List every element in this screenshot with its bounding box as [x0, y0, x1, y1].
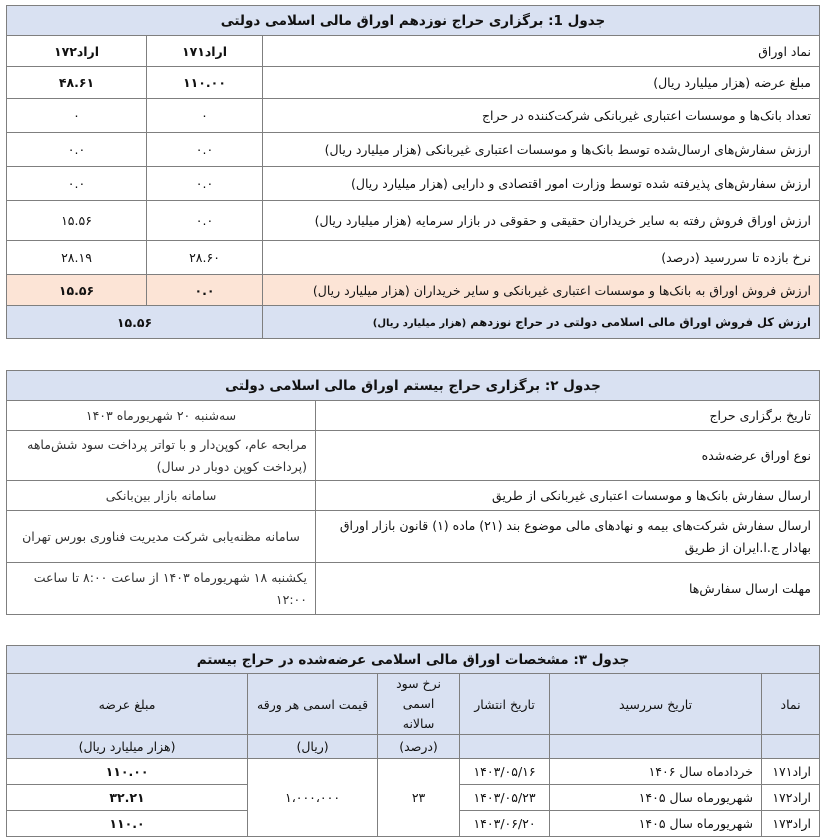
table-1-label: مبلغ عرضه (هزار میلیارد ریال) [263, 67, 820, 99]
row-issue-date: ۱۴۰۳/۰۵/۱۶ [460, 759, 550, 785]
table-1-total-value: ۱۵.۵۶ [7, 306, 263, 339]
table-2-value: سه‌شنبه ۲۰ شهریورماه ۱۴۰۳ [7, 401, 316, 431]
table-2-value: یکشنبه ۱۸ شهریورماه ۱۴۰۳ از ساعت ۸:۰۰ تا ساعت ۱۲:۰۰ [7, 563, 316, 615]
row-issue-date: ۱۴۰۳/۰۵/۲۳ [460, 785, 550, 811]
table-1-value: ۰ [7, 99, 147, 133]
table-2-label: ارسال سفارش شرکت‌های بیمه و نهادهای مالی موضوع بند (۲۱) ماده (۱) قانون بازار اوراق بهادار ج.ا.ایران از طریق [316, 511, 820, 563]
table-1-value: ۰ [147, 99, 263, 133]
row-maturity: شهریورماه سال ۱۴۰۵ [550, 811, 762, 837]
row-amount: ۱۱۰.۰۰ [7, 759, 248, 785]
header-maturity: تاریخ سررسید [550, 674, 762, 735]
header-price-unit: (ریال) [248, 735, 378, 759]
total-label-unit: (هزار میلیارد ریال) [372, 318, 467, 329]
table-1-value: ۲۸.۶۰ [147, 241, 263, 275]
table-1-label: نرخ بازده تا سررسید (درصد) [263, 241, 820, 275]
row-symbol: اراد۱۷۱ [762, 759, 820, 785]
table-1-total-label [263, 306, 820, 339]
table-1-value: ۱۱۰.۰۰ [147, 67, 263, 99]
table-1-value-highlight: ۱۵.۵۶ [7, 275, 147, 306]
table-1-label: ارزش سفارش‌های ارسال‌شده توسط بانک‌ها و موسسات اعتباری غیربانکی (هزار میلیارد ریال) [263, 133, 820, 167]
table-1-label: تعداد بانک‌ها و موسسات اعتباری غیربانکی شرکت‌کننده در حراج [263, 99, 820, 133]
table-2-label: ارسال سفارش بانک‌ها و موسسات اعتباری غیربانکی از طریق [316, 481, 820, 511]
row-amount: ۱۱۰.۰ [7, 811, 248, 837]
table-2-label: نوع اوراق عرضه‌شده [316, 431, 820, 481]
header-price: قیمت اسمی هر ورقه [248, 674, 378, 735]
row-issue-date: ۱۴۰۳/۰۶/۲۰ [460, 811, 550, 837]
table-2 [6, 370, 820, 615]
row-rate: ۲۳ [378, 759, 460, 837]
table-row [7, 759, 820, 785]
table-1-title: جدول 1: برگزاری حراج نوزدهم اوراق مالی اسلامی دولتی [7, 6, 820, 36]
table-1-value: ۰.۰ [147, 167, 263, 201]
table-2-label: تاریخ برگزاری حراج [316, 401, 820, 431]
header-symbol: نماد [762, 674, 820, 735]
table-1-value-highlight: ۰.۰ [147, 275, 263, 306]
table-1-value: ۰.۰ [7, 167, 147, 201]
table-1-value: ۰.۰ [147, 201, 263, 241]
header-issue-date: تاریخ انتشار [460, 674, 550, 735]
table-2-value: مرابحه عام، کوپن‌دار و با تواتر پرداخت سود شش‌ماهه (پرداخت کوپن دوبار در سال) [7, 431, 316, 481]
table-1-label: نماد اوراق [263, 36, 820, 67]
header-amount-unit: (هزار میلیارد ریال) [7, 735, 248, 759]
table-2-value: سامانه بازار بین‌بانکی [7, 481, 316, 511]
row-symbol: اراد۱۷۳ [762, 811, 820, 837]
total-label-text: ارزش کل فروش اوراق مالی اسلامی دولتی در حراج نوزدهم [470, 315, 811, 329]
table-1-value: ۰.۰ [7, 133, 147, 167]
table-1-label: ارزش اوراق فروش رفته به سایر خریداران حقیقی و حقوقی در بازار سرمایه (هزار میلیارد ریال) [263, 201, 820, 241]
table-3-title: جدول ۳: مشخصات اوراق مالی اسلامی عرضه‌شده در حراج بیستم [7, 646, 820, 674]
table-2-value: سامانه مظنه‌یابی شرکت مدیریت فناوری بورس تهران [7, 511, 316, 563]
row-maturity: خردادماه سال ۱۴۰۶ [550, 759, 762, 785]
row-amount: ۳۲.۲۱ [7, 785, 248, 811]
table-1-label-highlight: ارزش فروش اوراق به بانک‌ها و موسسات اعتباری غیربانکی و سایر خریداران (هزار میلیارد ریال) [263, 275, 820, 306]
table-3 [6, 645, 820, 837]
row-price: ۱،۰۰۰،۰۰۰ [248, 759, 378, 837]
table-1-label: ارزش سفارش‌های پذیرفته شده توسط وزارت امور اقتصادی و دارایی (هزار میلیارد ریال) [263, 167, 820, 201]
table-1-value: ۰.۰ [147, 133, 263, 167]
row-symbol: اراد۱۷۲ [762, 785, 820, 811]
table-1-value: ۱۵.۵۶ [7, 201, 147, 241]
header-rate: نرخ سود اسمی سالانه [378, 674, 460, 735]
table-1-col-b-header: اراد۱۷۲ [7, 36, 147, 67]
table-1-col-a-header: اراد۱۷۱ [147, 36, 263, 67]
header-rate-unit: (درصد) [378, 735, 460, 759]
header-amount: مبلغ عرضه [7, 674, 248, 735]
table-1-value: ۲۸.۱۹ [7, 241, 147, 275]
table-1 [6, 5, 820, 339]
table-1-value: ۴۸.۶۱ [7, 67, 147, 99]
table-2-title: جدول ۲: برگزاری حراج بیستم اوراق مالی اسلامی دولتی [7, 371, 820, 401]
row-maturity: شهریورماه سال ۱۴۰۵ [550, 785, 762, 811]
table-2-label: مهلت ارسال سفارش‌ها [316, 563, 820, 615]
